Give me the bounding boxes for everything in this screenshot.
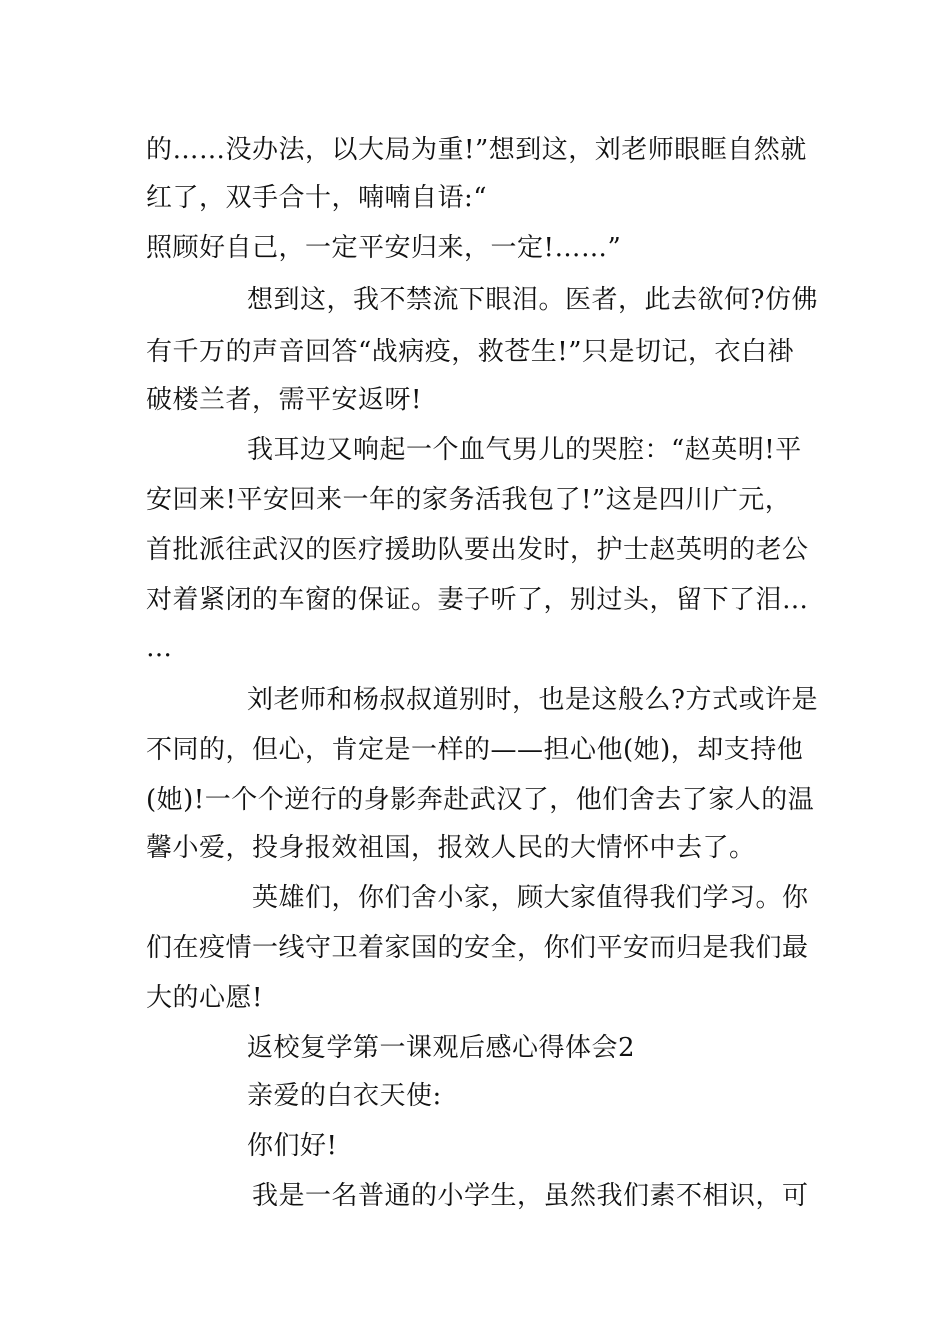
text-line: 馨小爱，投身报效祖国，报效人民的大情怀中去了。 (146, 833, 756, 863)
text-line: 破楼兰者，需平安返呀! (146, 385, 422, 415)
text-line: … (146, 633, 173, 663)
text-line: 首批派往武汉的医疗援助队要出发时，护士赵英明的老公 (146, 535, 809, 565)
paragraph-first-line: 我耳边又响起一个血气男儿的哭腔：“赵英明!平 (247, 435, 802, 465)
text-line: 的……没办法，以大局为重!”想到这，刘老师眼眶自然就 (146, 135, 807, 165)
paragraph-first-line: 想到这，我不禁流下眼泪。医者，此去欲何?仿佛 (247, 285, 818, 315)
text-line: 们在疫情一线守卫着家国的安全，你们平安而归是我们最 (146, 933, 809, 963)
paragraph-first-line: 英雄们，你们舍小家，顾大家值得我们学习。你 (252, 883, 809, 913)
text-line: 有千万的声音回答“战病疫，救苍生!”只是切记，衣白褂 (146, 337, 795, 367)
text-line: 照顾好自己，一定平安归来，一定!……” (146, 233, 622, 263)
text-line: 红了，双手合十，喃喃自语:“ (146, 183, 488, 213)
text-line: 不同的，但心，肯定是一样的——担心他(她)，却支持他 (146, 735, 804, 765)
text-line: (她)!一个个逆行的身影奔赴武汉了，他们舍去了家人的温 (146, 785, 815, 815)
section-heading: 返校复学第一课观后感心得体会2 (247, 1033, 636, 1063)
paragraph-first-line: 刘老师和杨叔叔道别时，也是这般么?方式或许是 (247, 685, 818, 715)
letter-greeting: 你们好! (247, 1131, 338, 1161)
text-line: 安回来!平安回来一年的家务活我包了!”这是四川广元， (146, 485, 792, 515)
letter-salutation: 亲爱的白衣天使: (247, 1081, 442, 1111)
text-line: 大的心愿! (146, 983, 263, 1013)
paragraph-first-line: 我是一名普通的小学生，虽然我们素不相识，可 (252, 1181, 809, 1211)
text-line: 对着紧闭的车窗的保证。妻子听了，别过头，留下了泪… (146, 585, 809, 615)
